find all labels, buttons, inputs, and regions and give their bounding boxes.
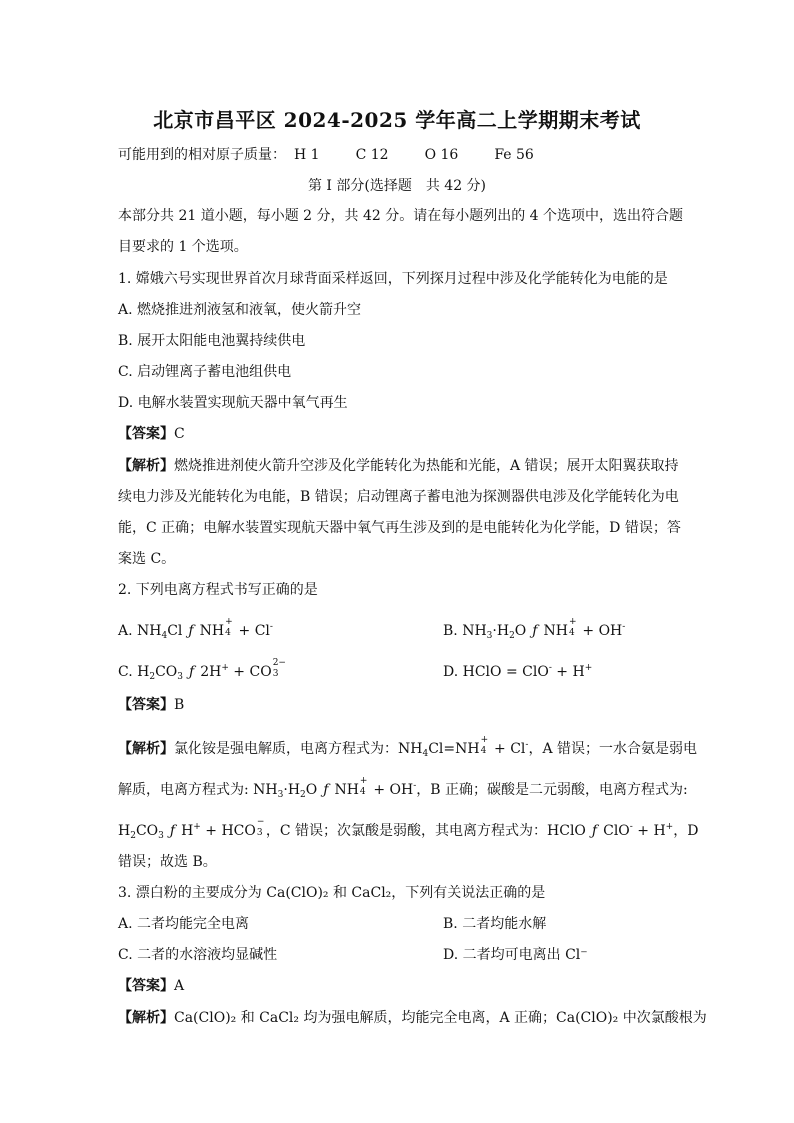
- answer-value: B: [174, 697, 185, 713]
- explanation-text: Ca(ClO)₂ 和 CaCl₂ 均为强电解质，均能完全电离，A 正确；Ca(ClO)₂ 中次氯酸根为: [174, 1010, 707, 1026]
- atomic-mass-label: 可能用到的相对原子质量：: [118, 147, 286, 163]
- part-intro: 本部分共 21 道小题，每小题 2 分，共 42 分。请在每小题列出的 4 个选项中，选出符合题: [118, 208, 684, 224]
- option: D. 二者均可电离出 Cl⁻: [443, 947, 588, 963]
- answer-line: [118, 976, 678, 996]
- mass-item: C 12: [355, 147, 389, 163]
- explanation-label: 【解析】: [118, 741, 174, 757]
- explanation-line: 能，C 正确；电解水装置实现航天器中氧气再生涉及到的是电能转化为化学能，D 错误；答: [118, 520, 681, 536]
- answer-label: 【答案】: [118, 426, 174, 442]
- explanation-line: 续电力涉及光能转化为电能，B 错误；启动锂离子蓄电池为探测器供电涉及化学能转化为电: [118, 489, 679, 505]
- explanation-line: [118, 1008, 707, 1028]
- answer-value: A: [174, 978, 185, 994]
- option: A. 燃烧推进剂液氢和液氧，使火箭升空: [118, 302, 362, 318]
- answer-line: [118, 424, 678, 444]
- atomic-mass-line: [118, 145, 678, 165]
- option: D. HClO = ClO- + H+: [443, 663, 593, 680]
- question-stem: 3. 漂白粉的主要成分为 Ca(ClO)₂ 和 CaCl₂，下列有关说法正确的是: [118, 885, 546, 901]
- option: A. 二者均能完全电离: [118, 916, 250, 932]
- explanation-line: 解质，电离方程式为: $NH_3\cdot H_2O$ ƒ NH + 4 + OH-，B 正确；碳酸是二元弱酸，电离方程式为:: [118, 776, 688, 800]
- explanation-line: $H_2CO_3$ ƒ H+ + HCO − 3 ，C 错误；次氯酸是弱酸，其电离方程式为：HClO ƒ ClO- + H+，D: [118, 817, 699, 841]
- explanation-line: [118, 456, 678, 476]
- mass-item: H 1: [294, 147, 320, 163]
- option: C. $H_2CO_3$ ƒ 2H+ + CO 2− 3: [118, 658, 286, 682]
- explanation-line: 错误；故选 B。: [118, 854, 217, 870]
- option: B. 展开太阳能电池翼持续供电: [118, 333, 306, 349]
- explanation-label: 【解析】: [118, 1010, 174, 1026]
- option: C. 启动锂离子蓄电池组供电: [118, 364, 292, 380]
- mass-item: O 16: [424, 147, 459, 163]
- part-heading: 第 I 部分(选择题 共 42 分): [307, 178, 487, 194]
- option: B. $NH_3\cdot H_2O$ ƒ NH + 4 + OH-: [443, 617, 626, 641]
- question-stem: 2. 下列电离方程式书写正确的是: [118, 582, 318, 598]
- explanation-text: 燃烧推进剂使火箭升空涉及化学能转化为热能和光能，A 错误；展开太阳翼获取持: [174, 458, 679, 474]
- answer-line: [118, 695, 678, 715]
- explanation-line: 【解析】氯化铵是强电解质，电离方程式为：$NH_4Cl=NH$ + 4 + Cl-，A 错误；一水合氨是弱电: [118, 735, 698, 759]
- option: D. 电解水装置实现航天器中氧气再生: [118, 395, 348, 411]
- mass-item: Fe 56: [494, 147, 534, 163]
- explanation-label: 【解析】: [118, 458, 174, 474]
- page-title: 北京市昌平区 2024-2025 学年高二上学期期末考试: [153, 108, 641, 132]
- option: A. $NH_4Cl$ ƒ NH + 4 + Cl-: [118, 617, 273, 641]
- option: C. 二者的水溶液均显碱性: [118, 947, 278, 963]
- answer-label: 【答案】: [118, 978, 174, 994]
- part-intro: 目要求的 1 个选项。: [118, 239, 248, 255]
- answer-label: 【答案】: [118, 697, 174, 713]
- option: B. 二者均能水解: [443, 916, 547, 932]
- answer-value: C: [174, 426, 185, 442]
- question-stem: 1. 嫦娥六号实现世界首次月球背面采样返回，下列探月过程中涉及化学能转化为电能的是: [118, 271, 668, 287]
- explanation-line: 案选 C。: [118, 551, 176, 567]
